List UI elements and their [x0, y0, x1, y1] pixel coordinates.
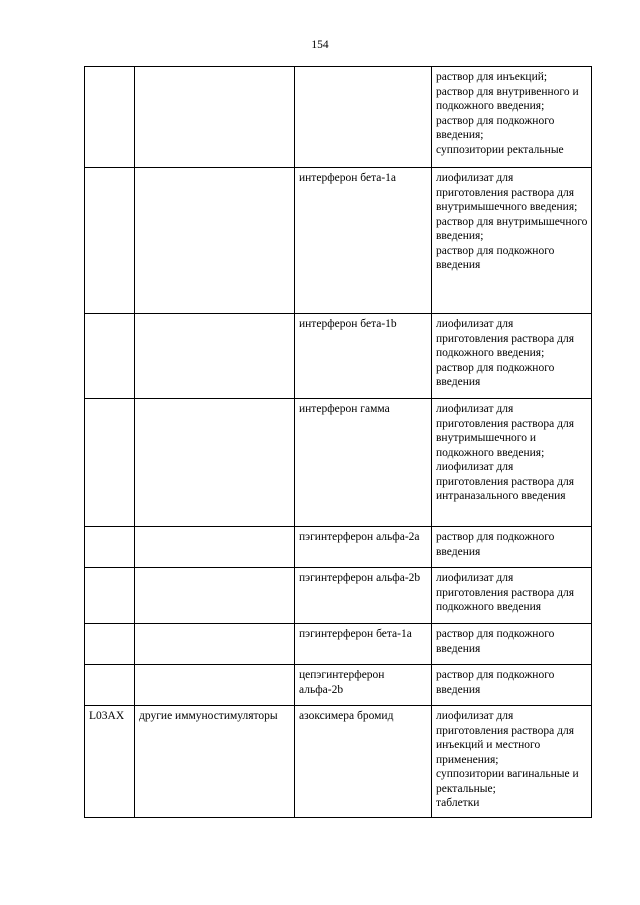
group-name-cell	[135, 314, 295, 399]
group-name-cell	[135, 399, 295, 527]
table-row	[85, 168, 592, 314]
atc-code-cell	[85, 399, 135, 527]
table-row	[85, 624, 592, 665]
drug-name-cell: интерферон бета-1a	[295, 168, 432, 314]
drug-name-cell	[295, 67, 432, 168]
group-name-cell	[135, 624, 295, 665]
table-row	[85, 527, 592, 568]
atc-code-cell	[85, 314, 135, 399]
table-row	[85, 314, 592, 399]
dosage-forms-cell: лиофилизат для приготовления раствора для внутримышечного введения; раствор для внутримышечного введения; раствор для подкожного введения	[432, 168, 592, 314]
dosage-forms-cell: раствор для подкожного введения	[432, 665, 592, 706]
dosage-forms-cell: лиофилизат для приготовления раствора для внутримышечного и подкожного введения; лиофилизат для приготовления раствора для интраназального введения	[432, 399, 592, 527]
group-name-cell	[135, 568, 295, 624]
group-name-cell	[135, 665, 295, 706]
dosage-forms-cell: раствор для подкожного введения	[432, 527, 592, 568]
atc-code-cell: L03AX	[85, 706, 135, 818]
drug-name-cell: интерферон гамма	[295, 399, 432, 527]
atc-code-cell	[85, 624, 135, 665]
atc-code-cell	[85, 568, 135, 624]
group-name-cell	[135, 168, 295, 314]
dosage-forms-cell: лиофилизат для приготовления раствора для подкожного введения	[432, 568, 592, 624]
dosage-forms-cell: раствор для инъекций; раствор для внутривенного и подкожного введения; раствор для подкожного введения; суппозитории ректальные	[432, 67, 592, 168]
drug-name-cell: пэгинтерферон бета-1a	[295, 624, 432, 665]
drug-name-cell: пэгинтерферон альфа-2a	[295, 527, 432, 568]
atc-code-cell	[85, 67, 135, 168]
drug-name-cell: интерферон бета-1b	[295, 314, 432, 399]
drug-table	[84, 66, 592, 818]
page-number: 154	[311, 39, 329, 51]
table-row	[85, 67, 592, 168]
table-row	[85, 706, 592, 818]
atc-code-cell	[85, 527, 135, 568]
group-name-cell	[135, 67, 295, 168]
group-name-cell	[135, 527, 295, 568]
table-row	[85, 399, 592, 527]
dosage-forms-cell: раствор для подкожного введения	[432, 624, 592, 665]
atc-code-cell	[85, 168, 135, 314]
group-name-cell: другие иммуностимуляторы	[135, 706, 295, 818]
dosage-forms-cell: лиофилизат для приготовления раствора для подкожного введения; раствор для подкожного введения	[432, 314, 592, 399]
drug-name-cell: цепэгинтерферон альфа-2b	[295, 665, 432, 706]
drug-name-cell: пэгинтерферон альфа-2b	[295, 568, 432, 624]
table-row	[85, 665, 592, 706]
drug-name-cell: азоксимера бромид	[295, 706, 432, 818]
table-row	[85, 568, 592, 624]
atc-code-cell	[85, 665, 135, 706]
dosage-forms-cell: лиофилизат для приготовления раствора для инъекций и местного применения; суппозитории вагинальные и ректальные; таблетки	[432, 706, 592, 818]
